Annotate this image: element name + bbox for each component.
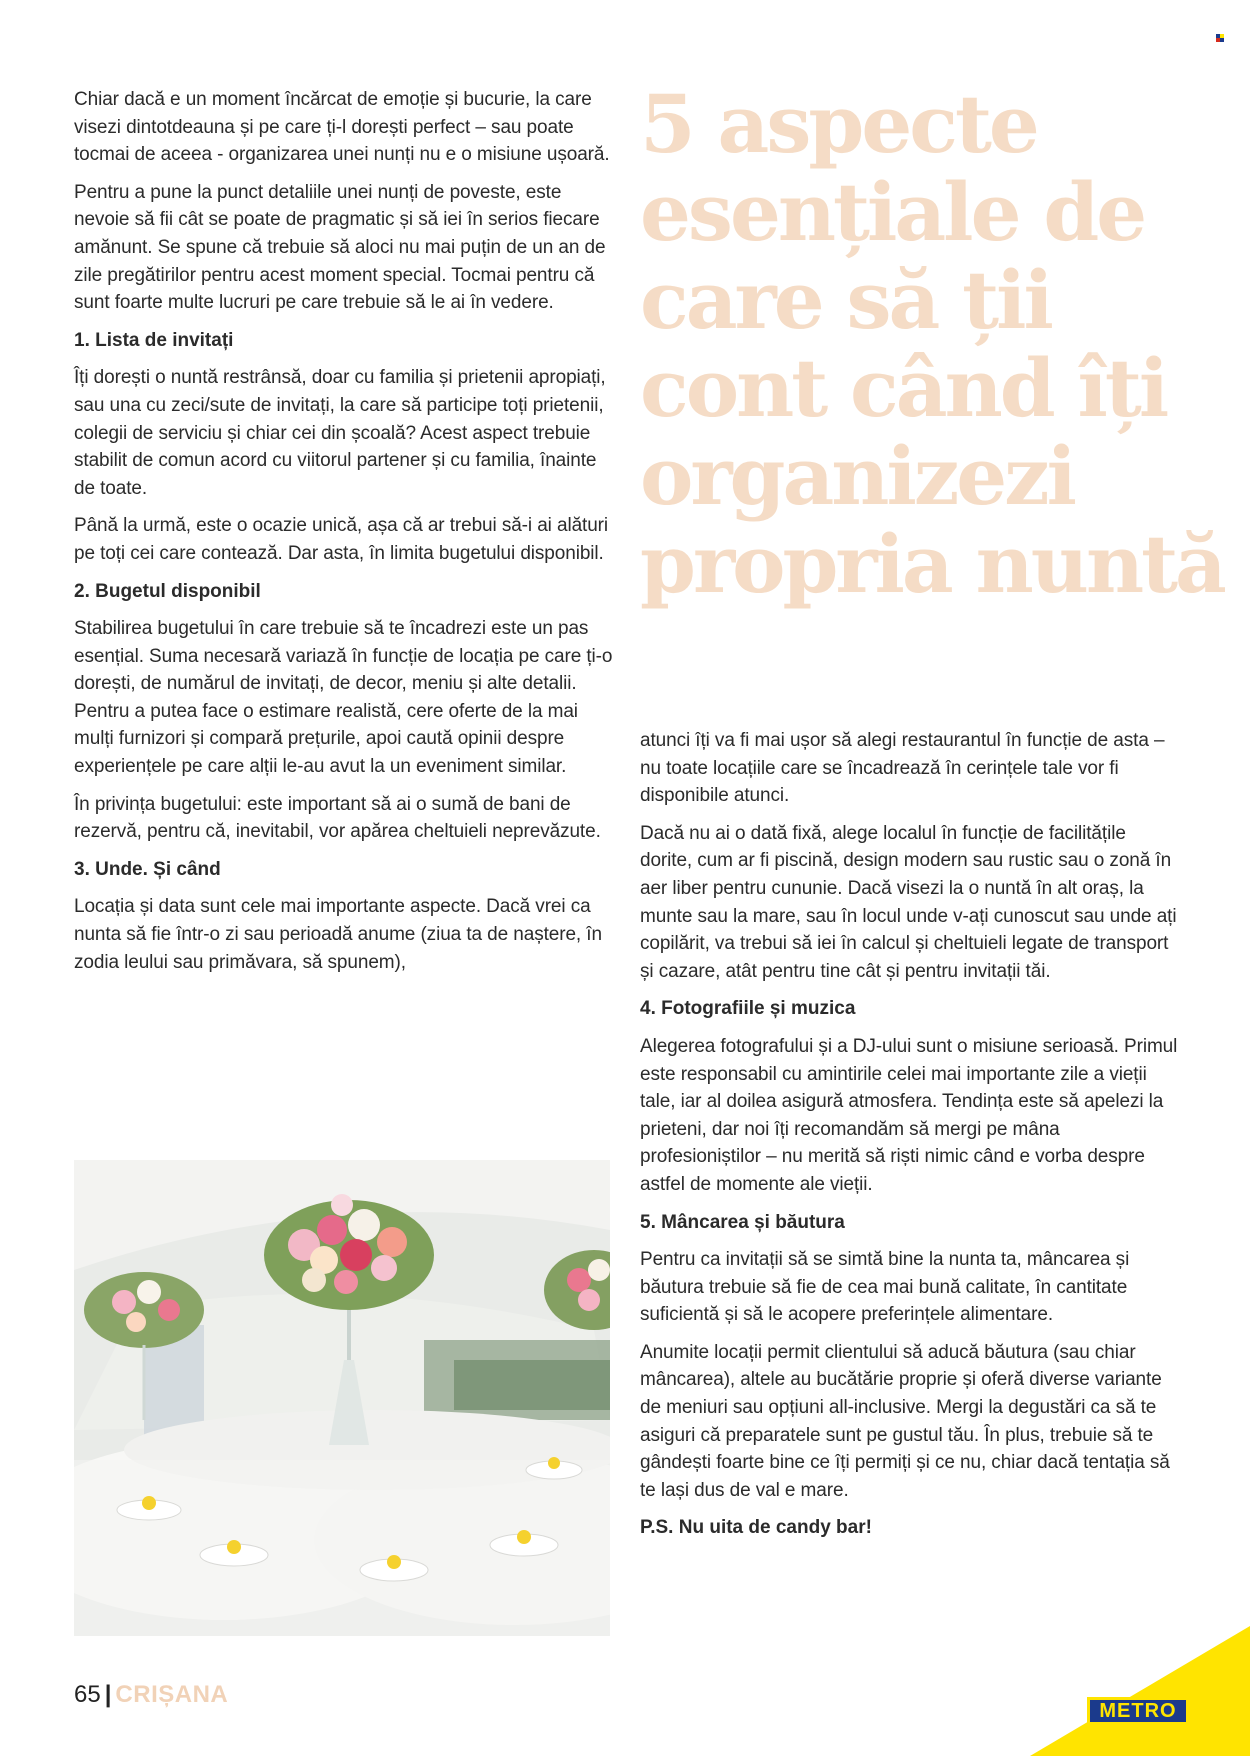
section-paragraph: Anumite locații permit clientului să aducă băutura (sau chiar mâncarea), altele au bucătărie proprie și oferă diverse variante de meniuri sau opțiuni all-inclusive. Mergi la degustări ca să te asiguri că preparatele sunt pe gustul tău. În plus, trebuie să te gândești foarte bine ce îți permiți și ce nu, chiar dacă tentația să te lași dus de val e mare. [640,1341,1170,1501]
section-heading-foto-muzica: 4. Fotografiile și muzica [640,998,856,1020]
intro-paragraph: Chiar dacă e un moment încărcat de emoție și bucurie, la care visezi dintotdeauna și pe care ți-l dorești perfect – sau poate tocmai de aceea - organizarea unei nunți nu e o misiune ușoară. [74,89,610,166]
page-footer [74,1680,228,1710]
section-paragraph: Până la urmă, este o ocazie unică, așa că ar trebui să-i ai alături pe toți cei care contează. Dar asta, în limita bugetului disponibil. [74,515,609,564]
metro-logo: METRO [1087,1697,1189,1725]
section-paragraph: Stabilirea bugetului în care trebuie să te încadrezi este un pas esențial. Suma necesară variază în funcție de locația pe care ți-o dorești, de numărul de invitați, de decor, meniu și alte detalii. Pentru a putea face o estimare realistă, cere oferte de la mai mulți furnizori și compară prețurile, apoi caută opinii despre experiențele pe care alții le-au avut la un eveniment similar. [74,618,613,778]
section-paragraph: Pentru ca invitații să se simtă bine la nunta ta, mâncarea și băutura trebuie să fie de cea mai bună calitate, în cantitate suficientă și să le acopere preferințele alimentare. [640,1249,1130,1326]
region-label: CRIȘANA [115,1681,229,1708]
intro-paragraph: Pentru a pune la punct detaliile unei nunți de poveste, este nevoie să fii cât se poate de pragmatic și să iei în serios fiecare amănunt. Se spune că trebuie să aloci nu mai puțin de un an de zile pregătirilor pentru acest moment special. Tocmai pentru că sunt foarte multe lucruri pe care trebuie să le ai în vedere. [74,181,606,314]
section-paragraph: În privința bugetului: este important să ai o sumă de bani de rezervă, pentru că, inevitabil, vor apărea cheltuieli neprevăzute. [74,793,601,843]
footer-separator: | [104,1681,112,1708]
section-heading-buget: 2. Bugetul disponibil [74,580,261,602]
yellow-corner-shape [1030,1626,1250,1756]
section-paragraph: Dacă nu ai o dată fixă, alege localul în funcție de facilitățile dorite, cum ar fi piscină, design modern sau rustic sau o zonă în aer liber pentru cununie. Dacă visezi la o nuntă în alt oraș, la munte sau la mare, sau în locul unde v-ați cunoscut sau unde ați copilărit, va trebui să iei în calcul și cheltuieli legate de transport și cazare, atât pentru tine cât și pentru invitații tăi. [640,822,1177,982]
page-number: 65 [74,1681,101,1708]
wedding-table-photo [74,1160,610,1636]
section-heading-invitati: 1. Lista de invitați [74,329,234,351]
section-heading-mancare-bautura: 5. Mâncarea și băutura [640,1211,845,1233]
section-paragraph: Îți dorești o nuntă restrânsă, doar cu familia și prietenii apropiați, sau una cu zeci/sute de invitați, la care să participe toți prietenii, colegii de serviciu și chiar cei din școală? Acest aspect trebuie stabilit de comun acord cu viitorul partener și cu familia, înainte de toate. [74,367,606,499]
section-paragraph: atunci îți va fi mai ușor să alegi restaurantul în funcție de asta – nu toate locațiile care se încadrează în cerințele tale vor fi disponibile atunci. [640,730,1165,807]
section-heading-unde-cand: 3. Unde. Și când [74,858,221,880]
postscript: P.S. Nu uita de candy bar! [640,1517,872,1539]
left-column [74,86,614,986]
right-column [640,727,1180,1552]
article-title: 5 aspecte esențiale de care să ții cont când îți organizezi propria nuntă [640,77,1224,611]
section-paragraph: Locația și data sunt cele mai importante aspecte. Dacă vrei ca nunta să fie într-o zi sau perioadă anume (ziua ta de naștere, în zodia leului sau primăvara, să spunem), [74,896,602,973]
section-paragraph: Alegerea fotografului și a DJ-ului sunt o misiune serioasă. Primul este responsabil cu amintirile celei mai importante zile a vieții tale, iar al doilea asigură atmosfera. Tendința este să apelezi la prieteni, dar noi îți recomandăm să mergi pe mâna profesioniștilor – nu merită să riști nimic când e vorba despre astfel de momente ale vieții. [640,1035,1178,1195]
color-mark-icon [1216,34,1224,41]
